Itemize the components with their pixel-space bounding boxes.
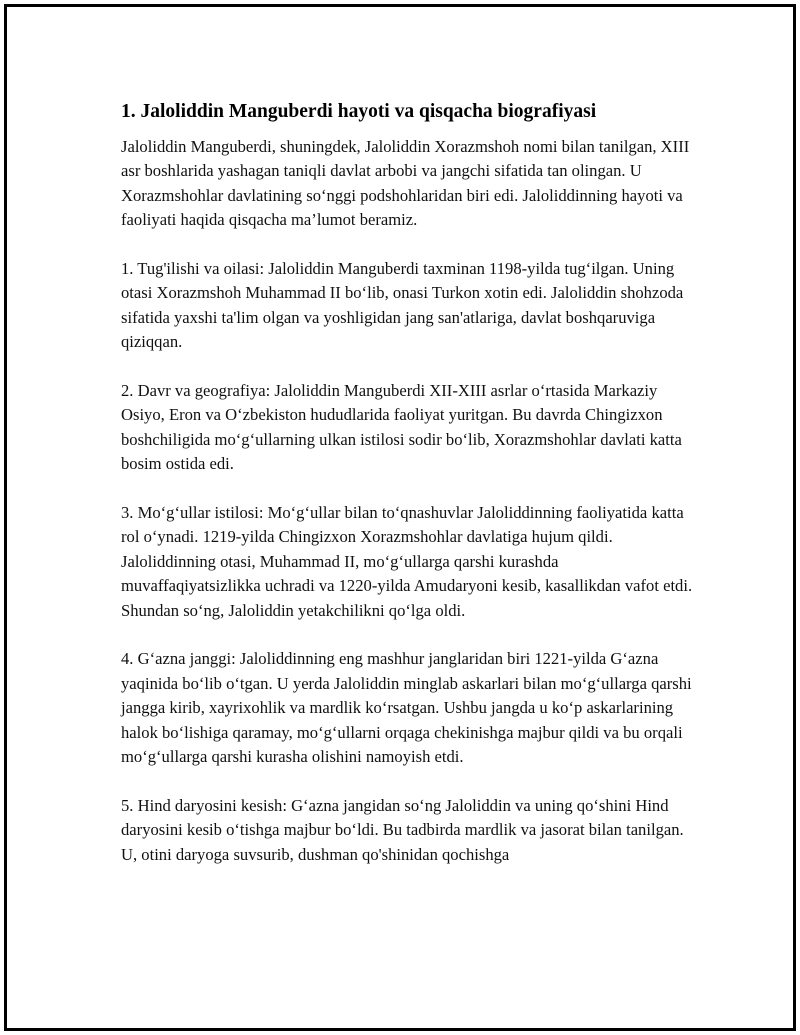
section-list (121, 257, 695, 867)
section-paragraph: 1. Tug'ilishi va oilasi: Jaloliddin Manguberdi taxminan 1198-yilda tug‘ilgan. Uning otasi Xorazmshoh Muhammad II bo‘lib, onasi Turkon xotin edi. Jaloliddin shohzoda sifatida yaxshi ta'lim olgan va yoshligidan jang san'atlariga, davlat boshqaruviga qiziqqan. (121, 259, 684, 352)
document-title: 1. Jaloliddin Manguberdi hayoti va qisqacha biografiyasi (121, 101, 597, 122)
page-frame (4, 4, 796, 1031)
document-body (121, 99, 695, 867)
section-paragraph: 5. Hind daryosini kesish: G‘azna jangidan so‘ng Jaloliddin va uning qo‘shini Hind daryosini kesib o‘tishga majbur bo‘ldi. Bu tadbirda mardlik va jasorat bilan tanilgan. U, otini daryoga suvsurib, dushman qo'shinidan qochishga (121, 795, 684, 864)
section-paragraph: 3. Mo‘g‘ullar istilosi: Mo‘g‘ullar bilan to‘qnashuvlar Jaloliddinning faoliyatida katta rol o‘ynadi. 1219-yilda Chingizxon Xorazmshohlar davlatiga hujum qildi. Jaloliddinning otasi, Muhammad II, mo‘g‘ullarga qarshi kurashda muvaffaqiyatsizlikka uchradi va 1220-yilda Amudaryoni kesib, kasallikdan vafot etdi. Shundan so‘ng, Jaloliddin yetakchilikni qo‘lga oldi. (121, 503, 693, 620)
intro-paragraph: Jaloliddin Manguberdi, shuningdek, Jaloliddin Xorazmshoh nomi bilan tanilgan, XIII asr boshlarida yashagan taniqli davlat arbobi va jangchi sifatida tan olingan. U Xorazmshohlar davlatining so‘nggi podshohlaridan biri edi. Jaloliddinning hayoti va faoliyati haqida qisqacha ma’lumot beramiz. (121, 137, 690, 230)
section-paragraph: 4. G‘azna janggi: Jaloliddinning eng mashhur janglaridan biri 1221-yilda G‘azna yaqinida bo‘lib o‘tgan. U yerda Jaloliddin minglab askarlari bilan mo‘g‘ullarga qarshi jangga kirib, xayrixohlik va mardlik ko‘rsatgan. Ushbu jangda u ko‘p askarlarining halok bo‘lishiga qaramay, mo‘g‘ullarni orqaga chekinishga majbur qildi va bu orqali mo‘g‘ullarga qarshi kurasha olishini namoyish etdi. (121, 649, 692, 767)
section-paragraph: 2. Davr va geografiya: Jaloliddin Manguberdi XII-XIII asrlar o‘rtasida Markaziy Osiyo, Eron va O‘zbekiston hududlarida faoliyat yuritgan. Bu davrda Chingizxon boshchiligida mo‘g‘ullarning ulkan istilosi sodir bo‘lib, Xorazmshohlar davlati katta bosim ostida edi. (121, 381, 682, 474)
